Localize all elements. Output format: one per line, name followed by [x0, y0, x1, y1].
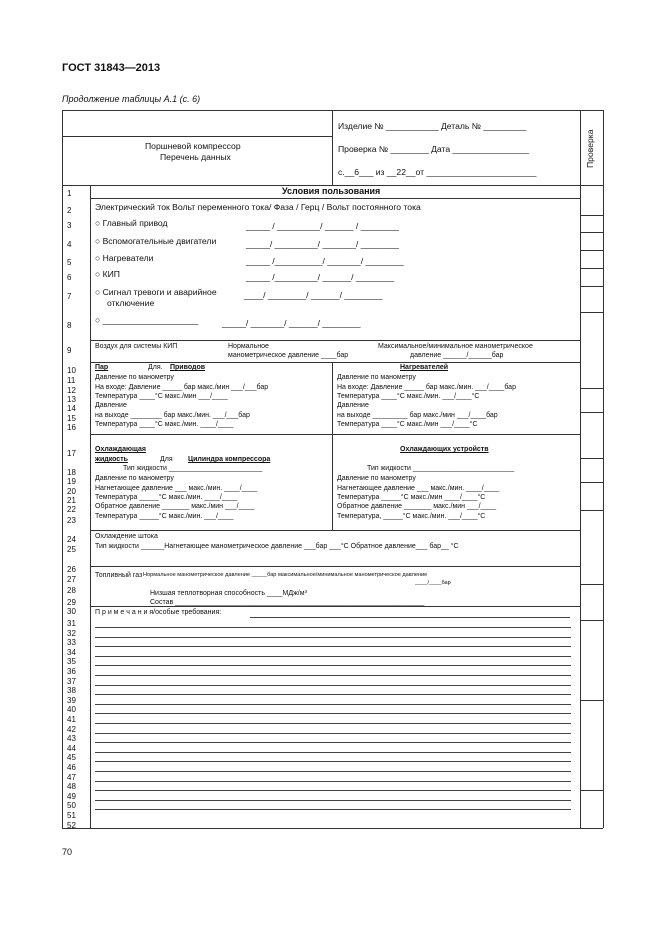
line-number: 10	[67, 366, 76, 375]
line-number: 46	[67, 763, 76, 772]
notes-line[interactable]	[95, 685, 571, 686]
coolant-cylinder-row[interactable]: Тип жидкости ________________________	[123, 465, 263, 472]
alarm-option[interactable]: ○ Сигнал тревоги и аварийное	[95, 287, 217, 297]
page-of-field[interactable]: с.__6___ из __22__от _______________________	[338, 167, 537, 177]
line-number: 20	[67, 487, 76, 496]
alarm-option-cont: отключение	[107, 298, 155, 308]
notes-line[interactable]	[95, 665, 571, 666]
page-number: 70	[62, 847, 73, 857]
line-number: 2	[67, 206, 72, 215]
coolant-coolers-row[interactable]: Температура, _____°С макс./мин. ___/____°С	[337, 513, 486, 520]
line-number: 21	[67, 496, 76, 505]
notes-line[interactable]	[95, 656, 571, 657]
coolant-coolers-row[interactable]: Нагнетающее давление ___ макс./мин. ____/____	[337, 485, 500, 492]
line-number: 35	[67, 657, 76, 667]
item-number-field[interactable]: Изделие № ___________ Деталь № _________	[338, 121, 527, 131]
aux-motors-option[interactable]: ○ Вспомогательные двигатели	[95, 236, 217, 246]
line-number: 8	[67, 321, 72, 330]
electric-row: Электрический ток Вольт переменного тока/ Фаза / Герц / Вольт постоянного тока	[95, 202, 421, 212]
line-number: 26	[67, 565, 76, 574]
steam-heaters-row: Давление по манометру	[337, 374, 416, 381]
other-option[interactable]: ○ ____________________	[95, 315, 199, 325]
composition-field[interactable]: Состав ________________________________________________________________	[150, 599, 425, 606]
line-number: 24	[67, 535, 76, 544]
line-number: 47	[67, 772, 76, 782]
steam-drives-row[interactable]: Температура ____°С макс./мин. ____/____	[95, 421, 234, 428]
steam-drives-row: Давление	[95, 402, 127, 409]
coolant-coolers-title: Охлаждающих устройств	[400, 446, 489, 453]
line-number: 15	[67, 414, 76, 423]
main-drive-fields[interactable]: _____ / _________/ ______ / ________	[246, 221, 399, 231]
coolant-coolers-row[interactable]: Температура _____°С макс./мин ____/____°С	[337, 494, 486, 501]
coolant-cylinder-row[interactable]: Обратное давление _______ макс./мин ___/____	[95, 503, 255, 510]
steam-for-label: Для.	[148, 364, 163, 371]
line-number: 37	[67, 676, 76, 686]
line-number: 3	[67, 221, 72, 230]
line-number: 44	[67, 743, 76, 753]
line-number: 1	[67, 189, 72, 198]
maxmin-pressure-label: Максимальное/минимальное манометрическое	[378, 343, 533, 350]
coolant-cylinder-row[interactable]: Температура _____°С макс./мин. ___/____	[95, 513, 234, 520]
notes-label: П р и м е ч а н и я/особые требования:	[95, 609, 222, 616]
line-number: 13	[67, 395, 76, 404]
instruments-option[interactable]: ○ КИП	[95, 269, 120, 279]
normal-pressure-field[interactable]: манометрическое давление ____бар	[228, 352, 349, 359]
line-number: 50	[67, 801, 76, 811]
notes-line[interactable]	[95, 742, 571, 743]
notes-line[interactable]	[95, 752, 571, 753]
coolant-cylinder-row: Давление по манометру	[95, 475, 174, 482]
coolant-cylinder-row[interactable]: Температура _____°С макс./мин. ____/____	[95, 494, 238, 501]
line-number: 38	[67, 686, 76, 696]
steam-drives-row[interactable]: на выходе ________ бар макс./мин. ___/___бар	[95, 412, 250, 419]
line-number: 32	[67, 628, 76, 638]
notes-line[interactable]	[95, 771, 571, 772]
line-number: 14	[67, 404, 76, 413]
fuel-maxmin-field[interactable]: ____/____бар	[415, 580, 451, 586]
instruments-fields[interactable]: _____ /_________/ ______/ ________	[246, 272, 395, 282]
line-number: 41	[67, 715, 76, 724]
steam-drives-title: Приводов	[170, 364, 206, 371]
line-number: 40	[67, 705, 76, 715]
notes-line[interactable]	[95, 781, 571, 782]
notes-line[interactable]	[95, 694, 571, 695]
line-number: 11	[67, 376, 76, 385]
alarm-fields[interactable]: ____/ ________/ ______/ ________	[244, 290, 383, 300]
coolant-coolers-row[interactable]: Обратное давление _______ макс./мин ___/____	[337, 503, 497, 510]
line-number: 7	[67, 292, 72, 301]
coolant-coolers-row[interactable]: Тип жидкости __________________________	[367, 465, 515, 472]
line-number: 23	[67, 516, 76, 525]
check-number-field[interactable]: Проверка № ________ Дата ________________	[338, 144, 529, 154]
line-number: 18	[67, 468, 76, 477]
notes-line[interactable]	[95, 790, 571, 791]
steam-drives-row: Давление по манометру	[95, 374, 174, 381]
notes-line[interactable]	[95, 809, 571, 810]
steam-drives-row[interactable]: На входе: Давление _____ бар макс./мин ___/___бар	[95, 384, 269, 391]
line-number: 28	[67, 586, 76, 595]
normal-pressure-label: Нормальное	[228, 343, 269, 350]
coolant-cylinder-row[interactable]: Нагнетающее давление ___ макс./мин. ____/____	[95, 485, 258, 492]
check-column-header: Проверка	[585, 129, 595, 168]
fuel-pressure-fields[interactable]: Нормальное манометрическое давление _____бар максимальное/минимальное манометрическое давление	[143, 572, 428, 578]
line-number: 30	[67, 607, 76, 616]
coolant-cylinder-title: Цилиндра компрессора	[188, 456, 271, 463]
line-number: 4	[67, 240, 72, 249]
line-number: 9	[67, 346, 72, 355]
heaters-option[interactable]: ○ Нагреватели	[95, 253, 154, 263]
steam-heaters-row[interactable]: Температура ____°С макс./мин ___/____°С	[337, 421, 478, 428]
coolant-for-label: Для	[160, 456, 173, 463]
steam-heaters-row: Давление	[337, 402, 369, 409]
line-number: 17	[67, 449, 76, 458]
line-number: 43	[67, 734, 76, 744]
notes-line[interactable]	[95, 800, 571, 801]
document-code: ГОСТ 31843—2013	[62, 62, 161, 74]
line-number: 19	[67, 477, 76, 486]
line-number: 31	[67, 619, 76, 628]
section-title: Условия пользования	[282, 186, 381, 196]
line-number: 12	[67, 386, 76, 395]
steam-heaters-row[interactable]: на выходе _________ бар макс./мин ___/____бар	[337, 412, 498, 419]
notes-line[interactable]	[95, 646, 571, 647]
line-number: 29	[67, 598, 76, 607]
steam-drives-row[interactable]: Температура ____°С макс./мин ___/____	[95, 393, 228, 400]
notes-line[interactable]	[95, 713, 571, 714]
line-number: 6	[67, 273, 72, 282]
line-number: 52	[67, 820, 76, 830]
steam-heaters-row[interactable]: На входе: Давление _____ бар макс./мин. ___/____бар	[337, 384, 516, 391]
rod-cooling-fields[interactable]: Тип жидкости ______Нагнетающее манометрическое давление ___бар ___°С Обратное давление___ бар__ °С	[95, 543, 459, 550]
line-number: 49	[67, 791, 76, 801]
form-subtitle: Перечень данных	[160, 152, 231, 162]
steam-title: Пар	[95, 364, 109, 371]
coolant-title: Охлаждающая	[95, 446, 146, 453]
maxmin-pressure-field[interactable]: давление ______/______бар	[410, 352, 504, 359]
rod-cooling-title: Охлаждение штока	[95, 533, 158, 540]
coolant-title-2: жидкость	[95, 456, 128, 463]
table-caption: Продолжение таблицы А.1 (с. 6)	[62, 94, 201, 104]
notes-line[interactable]	[95, 733, 571, 734]
line-number: 36	[67, 667, 76, 676]
line-number: 5	[67, 258, 72, 267]
line-number: 39	[67, 695, 76, 705]
line-number: 45	[67, 753, 76, 763]
line-number: 16	[67, 423, 76, 432]
line-number: 48	[67, 782, 76, 792]
main-drive-option[interactable]: ○ Главный привод	[95, 218, 168, 228]
notes-line[interactable]	[95, 637, 571, 638]
line-number: 25	[67, 545, 76, 554]
line-number: 51	[67, 811, 76, 820]
notes-line[interactable]	[95, 761, 571, 762]
instrument-air-label: Воздух для системы КИП	[95, 343, 178, 350]
line-number: 34	[67, 647, 76, 657]
heating-value-field[interactable]: Низшая теплотворная способность ____МДж/м³	[150, 590, 307, 597]
steam-heaters-row[interactable]: Температура ____°С макс./мин. ___/____°С	[337, 393, 480, 400]
steam-heaters-title: Нагревателей	[400, 364, 449, 371]
other-fields[interactable]: _____/ _______/ ______/ ________	[222, 318, 361, 328]
line-number: 42	[67, 724, 76, 734]
notes-line[interactable]	[95, 723, 571, 724]
coolant-coolers-row: Давление по манометру	[337, 475, 416, 482]
line-number: 22	[67, 505, 76, 514]
form-title: Поршневой компрессор	[145, 141, 241, 151]
line-number: 27	[67, 575, 76, 584]
fuel-gas-label: Топливный газ	[95, 572, 143, 579]
notes-line[interactable]	[95, 704, 571, 705]
aux-motors-fields[interactable]: _____/ _________/ _______/ ________	[246, 239, 399, 249]
line-number: 33	[67, 638, 76, 648]
notes-line[interactable]	[95, 675, 571, 676]
heaters-fields[interactable]: _____ /__________/ _______/ ________	[246, 256, 404, 266]
notes-line[interactable]	[95, 627, 571, 628]
